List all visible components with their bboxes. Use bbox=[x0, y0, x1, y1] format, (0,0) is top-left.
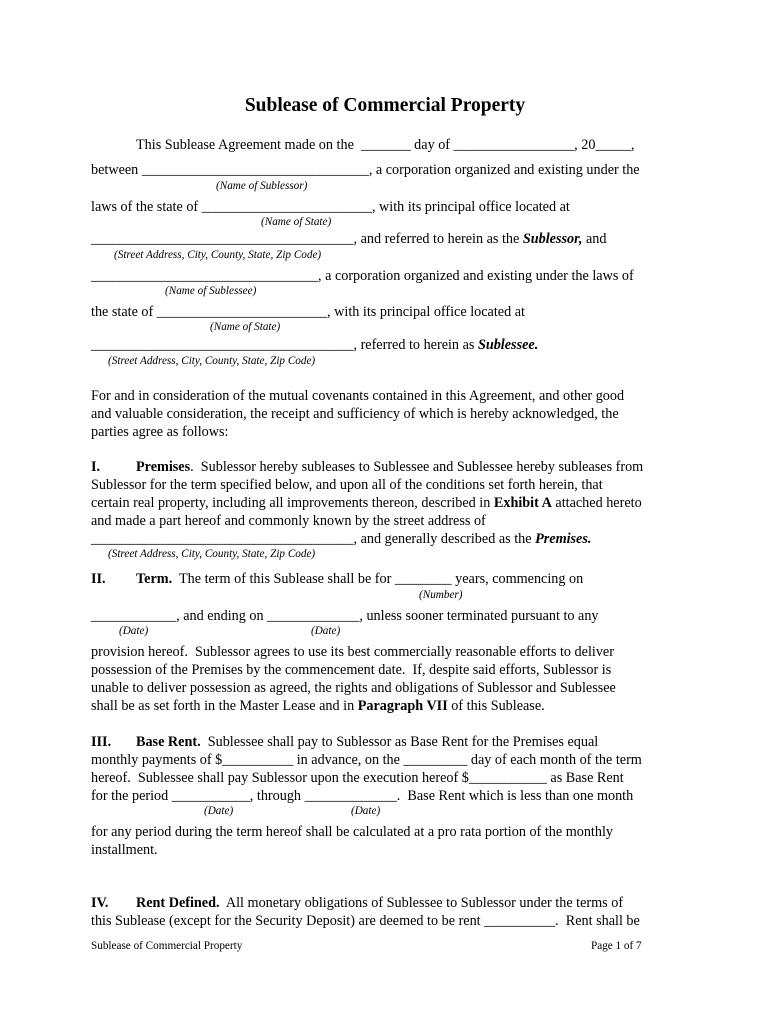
section-heading: Premises bbox=[136, 459, 191, 475]
label-street-address-1: (Street Address, City, County, State, Zip Code) bbox=[114, 249, 322, 261]
base-rent-line-5: for any period during the term hereof shall be calculated at a pro rata portion of the monthly bbox=[91, 824, 613, 840]
premises-term: Premises. bbox=[535, 531, 592, 547]
base-rent-line-6: installment. bbox=[91, 842, 158, 858]
term-line-4: possession of the Premises by the commencement date. If, despite said efforts, Sublessor is bbox=[91, 662, 612, 678]
term-line-2: ____________, and ending on _____________, unless sooner terminated pursuant to any bbox=[91, 608, 599, 624]
base-rent-line-1: III. Base Rent. Sublessee shall pay to Sublessor as Base Rent for the Premises equal bbox=[91, 734, 599, 750]
section-heading: Base Rent. bbox=[136, 734, 201, 750]
sublessee-term: Sublessee. bbox=[477, 337, 539, 353]
term-line-3: provision hereof. Sublessor agrees to use its best commercially reasonable efforts to deliver bbox=[91, 644, 614, 660]
consideration-line-1: For and in consideration of the mutual covenants contained in this Agreement, and other good bbox=[91, 388, 625, 404]
intro-line-2: between ________________________________, a corporation organized and existing under the bbox=[91, 162, 640, 178]
label-street-address-3: (Street Address, City, County, State, Zip Code) bbox=[108, 548, 316, 560]
base-rent-line-3: hereof. Sublessee shall pay Sublessor upon the execution hereof $___________ as Base Rent bbox=[91, 770, 624, 786]
label-name-of-sublessee: (Name of Sublessee) bbox=[165, 285, 257, 297]
base-rent-line-4: for the period ___________, through _____________. Base Rent which is less than one month bbox=[91, 788, 634, 804]
intro-line-1: This Sublease Agreement made on the _______ day of _________________, 20_____, bbox=[136, 137, 635, 153]
label-date-end: (Date) bbox=[311, 625, 341, 637]
sublessor-term: Sublessor, bbox=[522, 231, 583, 247]
label-date-through: (Date) bbox=[351, 805, 381, 817]
premises-line-4: and made a part hereof and commonly known by the street address of bbox=[91, 513, 486, 529]
footer-title: Sublease of Commercial Property bbox=[91, 940, 243, 952]
intro-line-6: the state of ________________________, with its principal office located at bbox=[91, 304, 525, 320]
rent-defined-line-2: this Sublease (except for the Security Deposit) are deemed to be rent __________. Rent shall be bbox=[91, 913, 640, 929]
section-number: IV. bbox=[91, 895, 109, 911]
section-number: II. bbox=[91, 571, 106, 587]
paragraph-reference: Paragraph VII bbox=[357, 698, 448, 714]
label-date-from: (Date) bbox=[204, 805, 234, 817]
premises-line-2: Sublessor for the term specified below, and upon all of the conditions set forth herein, that bbox=[91, 477, 603, 493]
rent-defined-line-1: IV. Rent Defined. All monetary obligations of Sublessee to Sublessor under the terms of bbox=[91, 895, 624, 911]
page-number: Page 1 of 7 bbox=[591, 940, 642, 952]
premises-line-5: _____________________________________, and generally described as the Premises. bbox=[91, 531, 592, 547]
label-name-of-state-2: (Name of State) bbox=[210, 321, 281, 333]
section-number: I. bbox=[91, 459, 101, 475]
consideration-line-3: parties agree as follows: bbox=[91, 424, 229, 440]
section-heading: Rent Defined. bbox=[136, 895, 220, 911]
document-title: Sublease of Commercial Property bbox=[244, 95, 526, 116]
intro-line-4: _____________________________________, and referred to herein as the Sublessor, and bbox=[91, 231, 607, 247]
premises-line-1: I. Premises. Sublessor hereby subleases to Sublessee and Sublessee hereby subleases from bbox=[91, 459, 644, 475]
exhibit-reference: Exhibit A bbox=[493, 495, 552, 511]
intro-line-3: laws of the state of ________________________, with its principal office located at bbox=[91, 199, 570, 215]
label-name-of-state-1: (Name of State) bbox=[261, 216, 332, 228]
premises-line-3: certain real property, including all improvements thereon, described in Exhibit A attached hereto bbox=[91, 495, 642, 511]
base-rent-line-2: monthly payments of $__________ in advance, on the _________ day of each month of the term bbox=[91, 752, 642, 768]
label-date-start: (Date) bbox=[119, 625, 149, 637]
term-line-6: shall be as set forth in the Master Lease and in Paragraph VII of this Sublease. bbox=[91, 698, 545, 714]
term-line-1: II. Term. The term of this Sublease shall be for ________ years, commencing on bbox=[91, 571, 584, 587]
term-line-5: unable to deliver possession as agreed, the rights and obligations of Sublessor and Sublessee bbox=[91, 680, 616, 696]
intro-line-7: _____________________________________, referred to herein as Sublessee. bbox=[91, 337, 539, 353]
label-number: (Number) bbox=[419, 589, 463, 601]
label-street-address-2: (Street Address, City, County, State, Zip Code) bbox=[108, 355, 316, 367]
section-heading: Term. bbox=[136, 571, 173, 587]
section-number: III. bbox=[91, 734, 112, 750]
intro-line-5: ________________________________, a corporation organized and existing under the laws of bbox=[91, 268, 634, 284]
consideration-line-2: and valuable consideration, the receipt and sufficiency of which is hereby acknowledged, the bbox=[91, 406, 619, 422]
label-name-of-sublessor: (Name of Sublessor) bbox=[216, 180, 308, 192]
